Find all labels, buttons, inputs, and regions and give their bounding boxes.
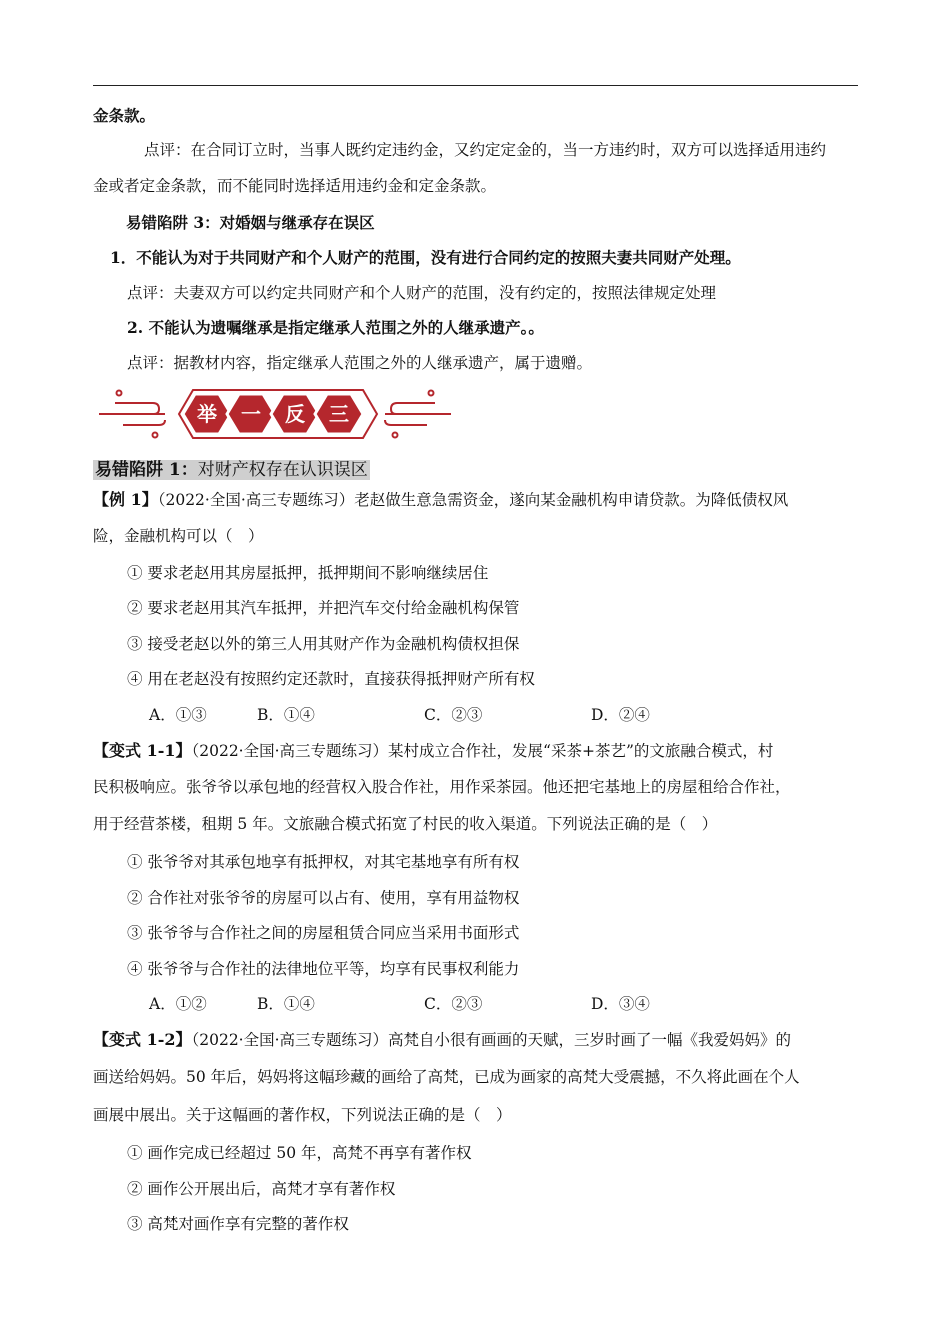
banner-char: 三 (329, 402, 349, 426)
section-title-rest: 对财产权存在认识误区 (197, 460, 368, 480)
question-tag: 【变式 1-2】 (93, 1030, 192, 1049)
header-rule (93, 85, 858, 86)
trap-item: 1．不能认为对于共同财产和个人财产的范围，没有进行合同约定的按照夫妻共同财产处理。 (110, 248, 741, 267)
statement: ④ 用在老赵没有按照约定还款时，直接获得抵押财产所有权 (127, 670, 535, 688)
answer-option[interactable]: D．③④ (591, 995, 650, 1013)
comment-line: 金或者定金条款，而不能同时选择适用违约金和定金条款。 (93, 177, 497, 195)
statement: ① 张爷爷对其承包地享有抵押权，对其宅基地享有所有权 (127, 853, 520, 871)
question-tag: 【例 1】 (93, 490, 158, 509)
trap-item: 2. 不能认为遗嘱继承是指定继承人范围之外的人继承遗产。。 (127, 318, 544, 337)
answer-option[interactable]: A．①② (149, 995, 207, 1013)
continued-text: 金条款。 (93, 106, 156, 125)
banner-char: 举 (197, 402, 217, 426)
section-title (93, 460, 370, 480)
question-text: 用于经营茶楼，租期 5 年。文旅融合模式拓宽了村民的收入渠道。下列说法正确的是（ ） (93, 815, 718, 833)
answer-option[interactable]: C．②③ (424, 995, 483, 1013)
statement: ① 画作完成已经超过 50 年，高梵不再享有著作权 (127, 1144, 472, 1162)
statement: ① 要求老赵用其房屋抵押，抵押期间不影响继续居住 (127, 564, 489, 582)
statement: ③ 张爷爷与合作社之间的房屋租赁合同应当采用书面形式 (127, 924, 520, 942)
question-text: 画展中展出。关于这幅画的著作权，下列说法正确的是（ ） (93, 1106, 512, 1124)
comment-line: 点评：夫妻双方可以约定共同财产和个人财产的范围，没有约定的，按照法律规定处理 (127, 284, 717, 302)
question-text: （2022·全国·高三专题练习）某村成立合作社，发展“采茶+茶艺”的文旅融合模式，村 (191, 742, 774, 760)
statement: ③ 接受老赵以外的第三人用其财产作为金融机构债权担保 (127, 635, 520, 653)
section-title-bold: 易错陷阱 1： (95, 460, 198, 480)
question-text: 险，金融机构可以（ ） (93, 527, 264, 545)
question-text: 民积极响应。张爷爷以承包地的经营权入股合作社，用作采茶园。他还把宅基地上的房屋租给合作社， (93, 778, 791, 796)
question-text: 画送给妈妈。50 年后，妈妈将这幅珍藏的画给了高梵，已成为画家的高梵大受震撼，不久将此画在个人 (93, 1068, 800, 1086)
statement: ② 要求老赵用其汽车抵押，并把汽车交付给金融机构保管 (127, 599, 520, 617)
question-text: （2022·全国·高三专题练习）老赵做生意急需资金，遂向某金融机构申请贷款。为降低债权风 (157, 491, 789, 509)
trap-title: 易错陷阱 3：对婚姻与继承存在误区 (126, 213, 375, 232)
answer-option[interactable]: A．①③ (149, 706, 207, 724)
statement: ③ 高梵对画作享有完整的著作权 (127, 1215, 349, 1233)
statement: ④ 张爷爷与合作社的法律地位平等，均享有民事权利能力 (127, 960, 520, 978)
answer-option[interactable]: B．①④ (257, 995, 315, 1013)
answer-option[interactable]: B．①④ (257, 706, 315, 724)
question-text: （2022·全国·高三专题练习）高梵自小很有画画的天赋，三岁时画了一幅《我爱妈妈》的 (191, 1031, 792, 1049)
answer-option[interactable]: D．②④ (591, 706, 650, 724)
banner-char: 反 (285, 402, 305, 426)
question-stem (93, 490, 788, 510)
statement: ② 合作社对张爷爷的房屋可以占有、使用，享有用益物权 (127, 889, 520, 907)
banner-char: 一 (241, 402, 261, 426)
comment-line: 点评：据教材内容，指定继承人范围之外的人继承遗产，属于遗赠。 (127, 354, 593, 372)
statement: ② 画作公开展出后，高梵才享有著作权 (127, 1180, 396, 1198)
section-banner (95, 383, 455, 445)
question-stem (93, 741, 773, 761)
right-ornament-icon (385, 391, 451, 438)
question-tag: 【变式 1-1】 (93, 741, 192, 760)
comment-line: 点评：在合同订立时，当事人既约定违约金，又约定定金的，当一方违约时，双方可以选择适用违约 (144, 141, 827, 159)
left-ornament-icon (99, 391, 165, 438)
answer-option[interactable]: C．②③ (424, 706, 483, 724)
question-stem (93, 1030, 791, 1050)
